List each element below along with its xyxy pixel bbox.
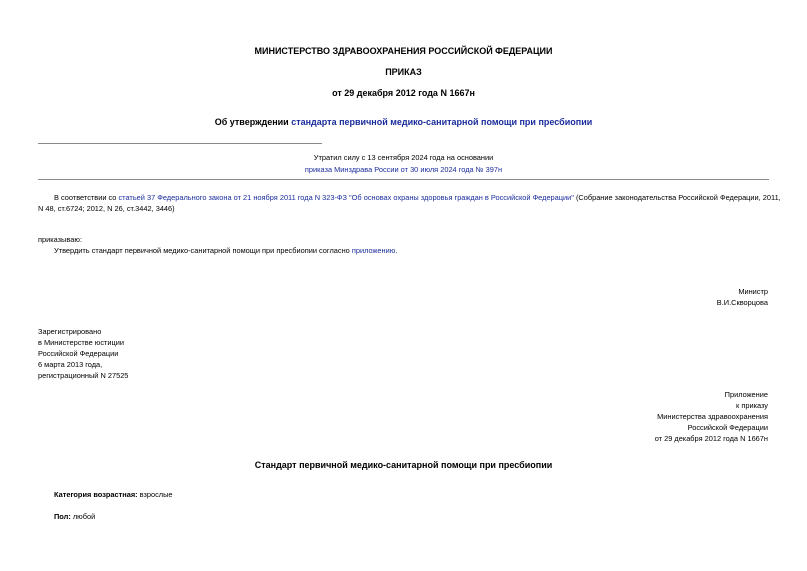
status-note-link[interactable]: приказа Минздрава России от 30 июля 2024 года № 397н [304, 165, 503, 174]
basis-paragraph-line2: N 48, ст.6724; 2012, N 26, ст.3442, 3446) [38, 204, 175, 213]
appendix-ref-line: от 29 декабря 2012 года N 1667н [654, 434, 768, 443]
appendix-ref-line: к приказу [736, 401, 768, 410]
order-title-link[interactable]: стандарта первичной медико-санитарной помощи при пресбиопии [291, 117, 593, 127]
approve-suffix: . [395, 246, 398, 255]
appendix-ref-line: Министерства здравоохранения [657, 412, 768, 421]
doc-type-heading: ПРИКАЗ [385, 67, 422, 77]
long-divider [38, 179, 769, 180]
appendix-ref-line: Российской Федерации [687, 423, 768, 432]
registration-line: 6 марта 2013 года, [38, 360, 103, 369]
signature-name: В.И.Скворцова [716, 298, 768, 307]
registration-line: в Министерстве юстиции [38, 338, 125, 347]
age-value: взрослые [137, 490, 173, 499]
status-note-line1: Утратил силу с 13 сентября 2024 года на основании [313, 153, 494, 162]
age-category [54, 489, 173, 500]
approve-prefix: Утвердить стандарт первичной медико-санитарной помощи при пресбиопии согласно [54, 246, 352, 255]
age-label: Категория возрастная: [54, 490, 138, 499]
short-divider [38, 143, 322, 144]
order-date-number: от 29 декабря 2012 года N 1667н [332, 88, 475, 98]
basis-prefix: В соответствии со [54, 193, 119, 202]
standard-title: Стандарт первичной медико-санитарной помощи при пресбиопии [254, 460, 553, 470]
appendix-ref-line: Приложение [724, 390, 768, 399]
basis-paragraph-line1 [54, 192, 781, 203]
registration-line: регистрационный N 27525 [38, 371, 129, 380]
appendix-link[interactable]: приложению [351, 246, 396, 255]
signature-position: Министр [738, 287, 768, 296]
registration-line: Зарегистрировано [38, 327, 102, 336]
order-title [0, 117, 807, 128]
approve-paragraph [54, 245, 397, 256]
sex-value: любой [70, 512, 96, 521]
registration-line: Российской Федерации [38, 349, 119, 358]
ministry-heading: МИНИСТЕРСТВО ЗДРАВООХРАНЕНИЯ РОССИЙСКОЙ ФЕДЕРАЦИИ [254, 46, 553, 56]
basis-suffix: (Собрание законодательства Российской Федерации, 2011, [573, 193, 781, 202]
order-title-prefix: Об утверждении [214, 117, 292, 127]
sex-category [54, 511, 95, 522]
order-word: приказываю: [38, 235, 82, 244]
federal-law-link[interactable]: статьей 37 Федерального закона от 21 ноября 2011 года N 323-ФЗ "Об основах охраны здоровья граждан в Российской Федерации" [118, 193, 574, 202]
sex-label: Пол: [54, 512, 71, 521]
